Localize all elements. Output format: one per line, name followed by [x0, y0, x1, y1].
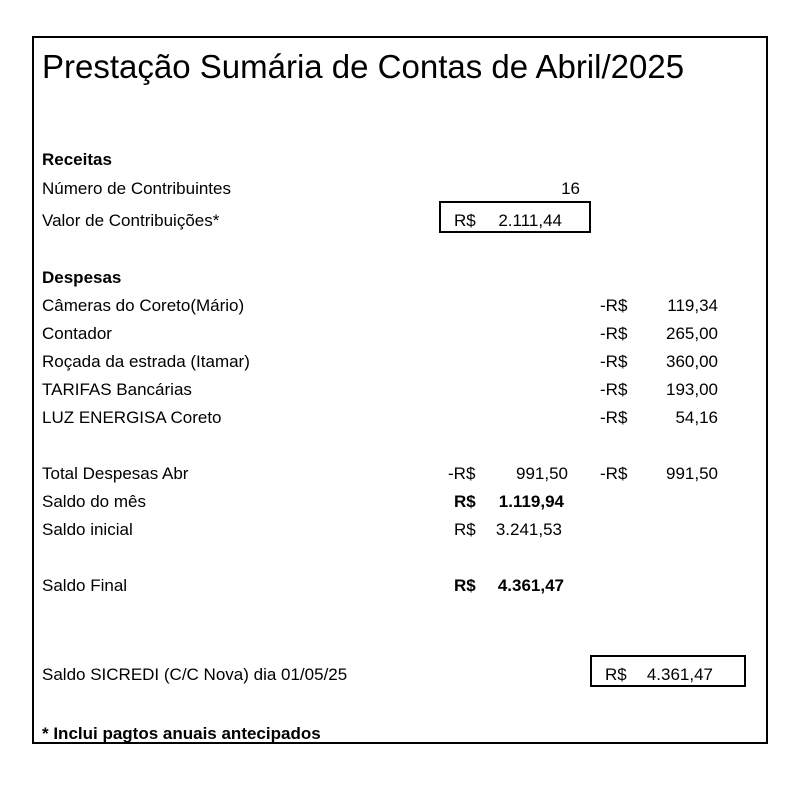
sicredi-currency: R$	[605, 665, 627, 684]
contribuicoes-label: Valor de Contribuições*	[42, 211, 220, 230]
despesa-currency: -R$	[600, 408, 628, 427]
receitas-heading: Receitas	[42, 150, 112, 169]
despesa-label: Roçada da estrada (Itamar)	[42, 352, 250, 371]
saldo-inicial-value: 3.241,53	[495, 520, 562, 539]
despesa-value: 193,00	[666, 380, 718, 399]
total-despesas-currency-right: -R$	[600, 464, 628, 483]
saldo-mes-value: 1.119,94	[498, 492, 564, 511]
total-despesas-label: Total Despesas Abr	[42, 464, 189, 483]
saldo-mes-label: Saldo do mês	[42, 492, 146, 511]
despesas-heading: Despesas	[42, 268, 122, 287]
saldo-final-value: 4.361,47	[497, 576, 564, 595]
despesa-value: 265,00	[666, 324, 718, 343]
despesa-label: Câmeras do Coreto(Mário)	[42, 296, 245, 315]
saldo-final-currency: R$	[454, 576, 476, 595]
sicredi-label: Saldo SICREDI (C/C Nova) dia 01/05/25	[42, 665, 348, 684]
despesa-currency: -R$	[600, 324, 628, 343]
contribuicoes-currency: R$	[454, 211, 476, 230]
page-title: Prestação Sumária de Contas de Abril/2025	[42, 48, 685, 85]
contribuintes-value: 16	[561, 179, 580, 198]
total-despesas-value-right: 991,50	[666, 464, 718, 483]
despesa-currency: -R$	[600, 296, 628, 315]
despesa-value: 119,34	[667, 296, 718, 315]
despesa-label: TARIFAS Bancárias	[42, 380, 192, 399]
despesa-label: Contador	[42, 324, 112, 343]
sicredi-value: 4.361,47	[646, 665, 713, 684]
saldo-inicial-label: Saldo inicial	[42, 520, 133, 539]
contribuicoes-value: 2.111,44	[498, 211, 562, 230]
total-despesas-currency: -R$	[448, 464, 476, 483]
contribuintes-label: Número de Contribuintes	[42, 179, 231, 198]
footnote: * Inclui pagtos anuais antecipados	[42, 724, 321, 743]
saldo-inicial-currency: R$	[454, 520, 476, 539]
despesa-currency: -R$	[600, 352, 628, 371]
saldo-mes-currency: R$	[454, 492, 476, 511]
despesa-currency: -R$	[600, 380, 628, 399]
total-despesas-value: 991,50	[516, 464, 568, 483]
despesa-label: LUZ ENERGISA Coreto	[42, 408, 222, 427]
despesa-value: 360,00	[666, 352, 718, 371]
saldo-final-label: Saldo Final	[42, 576, 128, 595]
despesa-value: 54,16	[675, 408, 718, 427]
